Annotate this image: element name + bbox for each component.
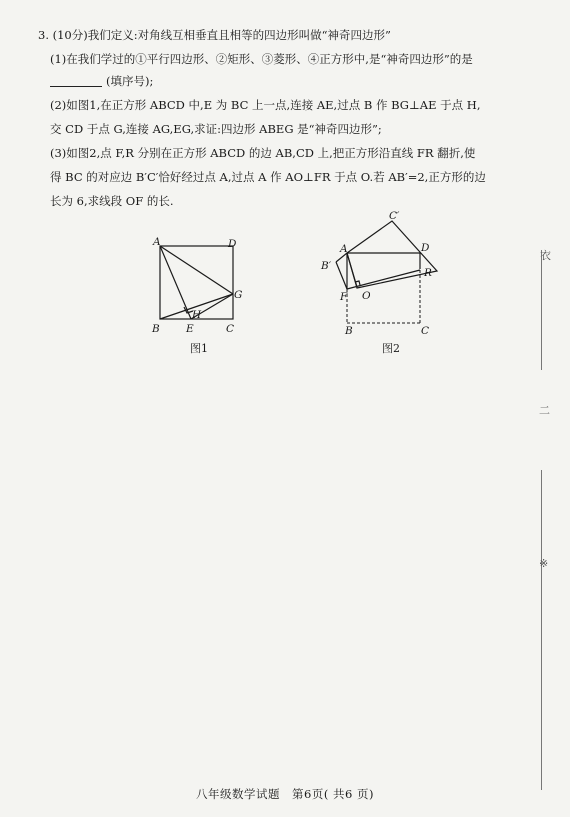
fig2-line-FR [347, 270, 420, 289]
part2-text-1: (2)如图1,在正方形 ABCD 中,E 为 BC 上一点,连接 AE,过点 B 作 BG⊥AE 于点 H, [50, 98, 481, 112]
question-definition: 我们定义:对角线互相垂直且相等的四边形叫做“神奇四边形” [87, 28, 391, 42]
fig1-label-E: E [186, 323, 194, 335]
fig2-label-B: B [345, 325, 353, 337]
side-mark-1: 衣 [540, 249, 551, 262]
part3-text-1: (3)如图2,点 F,R 分别在正方形 ABCD 的边 AB,CD 上,把正方形沿直线 FR 翻折,使 [50, 146, 476, 160]
fig1-label-D: D [228, 238, 237, 250]
fig2-label-F: F [340, 291, 348, 303]
fig2-label-D: D [421, 242, 430, 254]
fig1-label-H: H [192, 309, 202, 321]
fig2-label-A: A [340, 243, 348, 255]
fig1-label-G: G [234, 289, 243, 301]
figure-2-labels [320, 210, 432, 337]
binding-rule-2 [541, 470, 542, 790]
fig1-label-A: A [153, 236, 161, 248]
part1-suffix: (填序号); [106, 74, 154, 88]
side-mark-3: ※ [539, 557, 549, 570]
fig2-label-R: R [424, 267, 432, 279]
figure-2-dashed [347, 270, 420, 323]
fig2-label-B-prime: B′ [321, 260, 332, 272]
figure-1-labels [151, 236, 242, 335]
binding-rule-1 [541, 250, 542, 370]
fig1-label-C: C [226, 323, 235, 335]
fig1-label-B: B [152, 323, 160, 335]
page-footer: 八年级数学试题 第6页( 共6 页) [196, 787, 374, 801]
figure-2-caption: 图2 [382, 342, 400, 355]
fig2-label-C: C [421, 325, 430, 337]
fig2-label-C-prime: C′ [389, 210, 400, 222]
fig1-line-AG [160, 246, 233, 294]
fig2-line-B-prime-F [336, 262, 347, 289]
part3-text-3: 长为 6,求线段 OF 的长. [50, 194, 174, 208]
fig2-label-O: O [362, 290, 371, 302]
figures-svg [0, 0, 570, 360]
question-number-points: 3. (10分) [38, 28, 88, 42]
figure-1-caption: 图1 [190, 342, 208, 355]
part1-text: (1)在我们学过的①平行四边形、②矩形、③菱形、④正方形中,是“神奇四边形”的是 [50, 52, 473, 66]
part3-text-2: 得 BC 的对应边 B′C′恰好经过点 A,过点 A 作 AO⊥FR 于点 O.若 AB′=2,正方形的边 [50, 170, 486, 184]
figure-2 [336, 221, 437, 289]
part2-text-2: 交 CD 于点 G,连接 AG,EG,求证:四边形 ABEG 是“神奇四边形”; [50, 122, 382, 136]
fig1-line-AE [160, 246, 191, 319]
side-mark-2: 二 [539, 404, 550, 417]
